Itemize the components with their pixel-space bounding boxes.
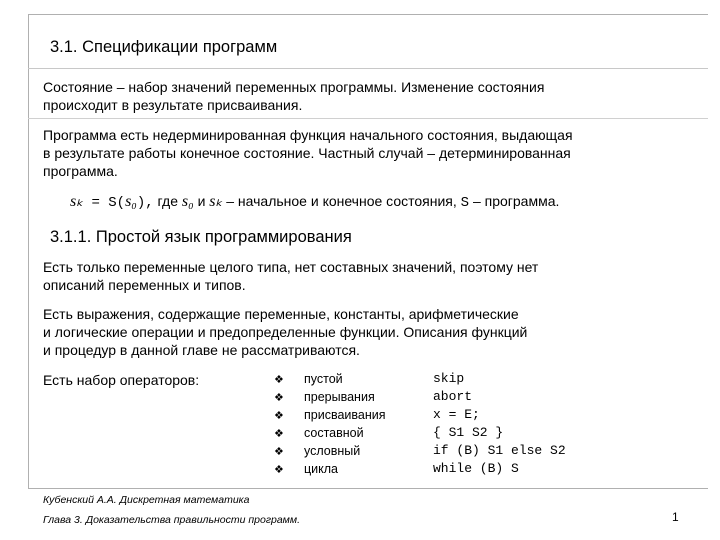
paragraph-program (43, 126, 573, 180)
formula-eq: = S( (83, 195, 126, 211)
operator-name: присваивания (304, 408, 386, 422)
text-line: описаний переменных и типов. (43, 277, 246, 293)
text-line: Программа есть недерминированная функция начального состояния, выдающая (43, 127, 573, 143)
operator-name: условный (304, 444, 361, 458)
frame-left-line (28, 14, 29, 488)
operator-code: if (B) S1 else S2 (433, 443, 566, 458)
frame-top-line (28, 14, 708, 15)
text-line: Есть только переменные целого типа, нет составных значений, поэтому нет (43, 259, 539, 275)
operator-name: цикла (304, 462, 338, 476)
formula-tail: – программа. (469, 193, 560, 209)
operator-code: { S1 S2 } (433, 425, 504, 440)
bullet-icon: ❖ (274, 409, 284, 422)
text-line: Есть выражения, содержащие переменные, константы, арифметические (43, 306, 519, 322)
text-line: в результате работы конечное состояние. Частный случай – детерминированная (43, 145, 571, 161)
page-number: 1 (672, 510, 679, 524)
divider-line (28, 118, 708, 119)
bullet-icon: ❖ (274, 463, 284, 476)
formula-s0: s₀ (181, 193, 194, 210)
text-line: Состояние – набор значений переменных программы. Изменение состояния (43, 79, 545, 95)
formula-rest: – начальное и конечное состояния, (222, 193, 461, 209)
paragraph-state (43, 78, 544, 114)
list-item (274, 442, 386, 460)
list-item (274, 460, 386, 478)
paragraph-variables (43, 258, 538, 294)
footer-author: Кубенский А.А. Дискретная математика (43, 494, 250, 506)
text-line: программа. (43, 163, 118, 179)
formula-line (70, 191, 559, 211)
formula-close: ), (136, 195, 154, 211)
operator-code: x = E; (433, 407, 480, 422)
formula-and: и (193, 193, 210, 209)
operator-code: while (B) S (433, 461, 519, 476)
list-item (274, 388, 386, 406)
section-subtitle: 3.1.1. Простой язык программирования (50, 228, 352, 246)
operator-code: abort (433, 389, 473, 404)
text-line: происходит в результате присваивания. (43, 97, 303, 113)
formula-S: S (460, 195, 470, 211)
frame-bottom-line (28, 488, 708, 489)
paragraph-expressions (43, 305, 527, 359)
text-line: и процедур в данной главе не рассматриваются. (43, 342, 360, 358)
operator-name: пустой (304, 372, 343, 386)
operator-name: составной (304, 426, 364, 440)
operator-name: прерывания (304, 390, 375, 404)
formula-sk: sₖ (70, 193, 84, 210)
slide-title: 3.1. Спецификации программ (50, 38, 278, 56)
operators-list (274, 370, 386, 478)
footer-chapter: Глава 3. Доказательства правильности программ. (43, 514, 300, 526)
operators-label: Есть набор операторов: (43, 372, 200, 388)
list-item (274, 406, 386, 424)
divider-line (28, 68, 708, 69)
list-item (274, 424, 386, 442)
text-line: и логические операции и предопределенные функции. Описания функций (43, 324, 528, 340)
bullet-icon: ❖ (274, 373, 284, 386)
formula-where: где (153, 193, 182, 209)
bullet-icon: ❖ (274, 445, 284, 458)
formula-sk2: sₖ (209, 193, 223, 210)
operator-code: skip (433, 371, 465, 386)
bullet-icon: ❖ (274, 427, 284, 440)
list-item (274, 370, 386, 388)
formula-arg: s₀ (125, 193, 137, 210)
bullet-icon: ❖ (274, 391, 284, 404)
operators-code-list (433, 370, 566, 478)
